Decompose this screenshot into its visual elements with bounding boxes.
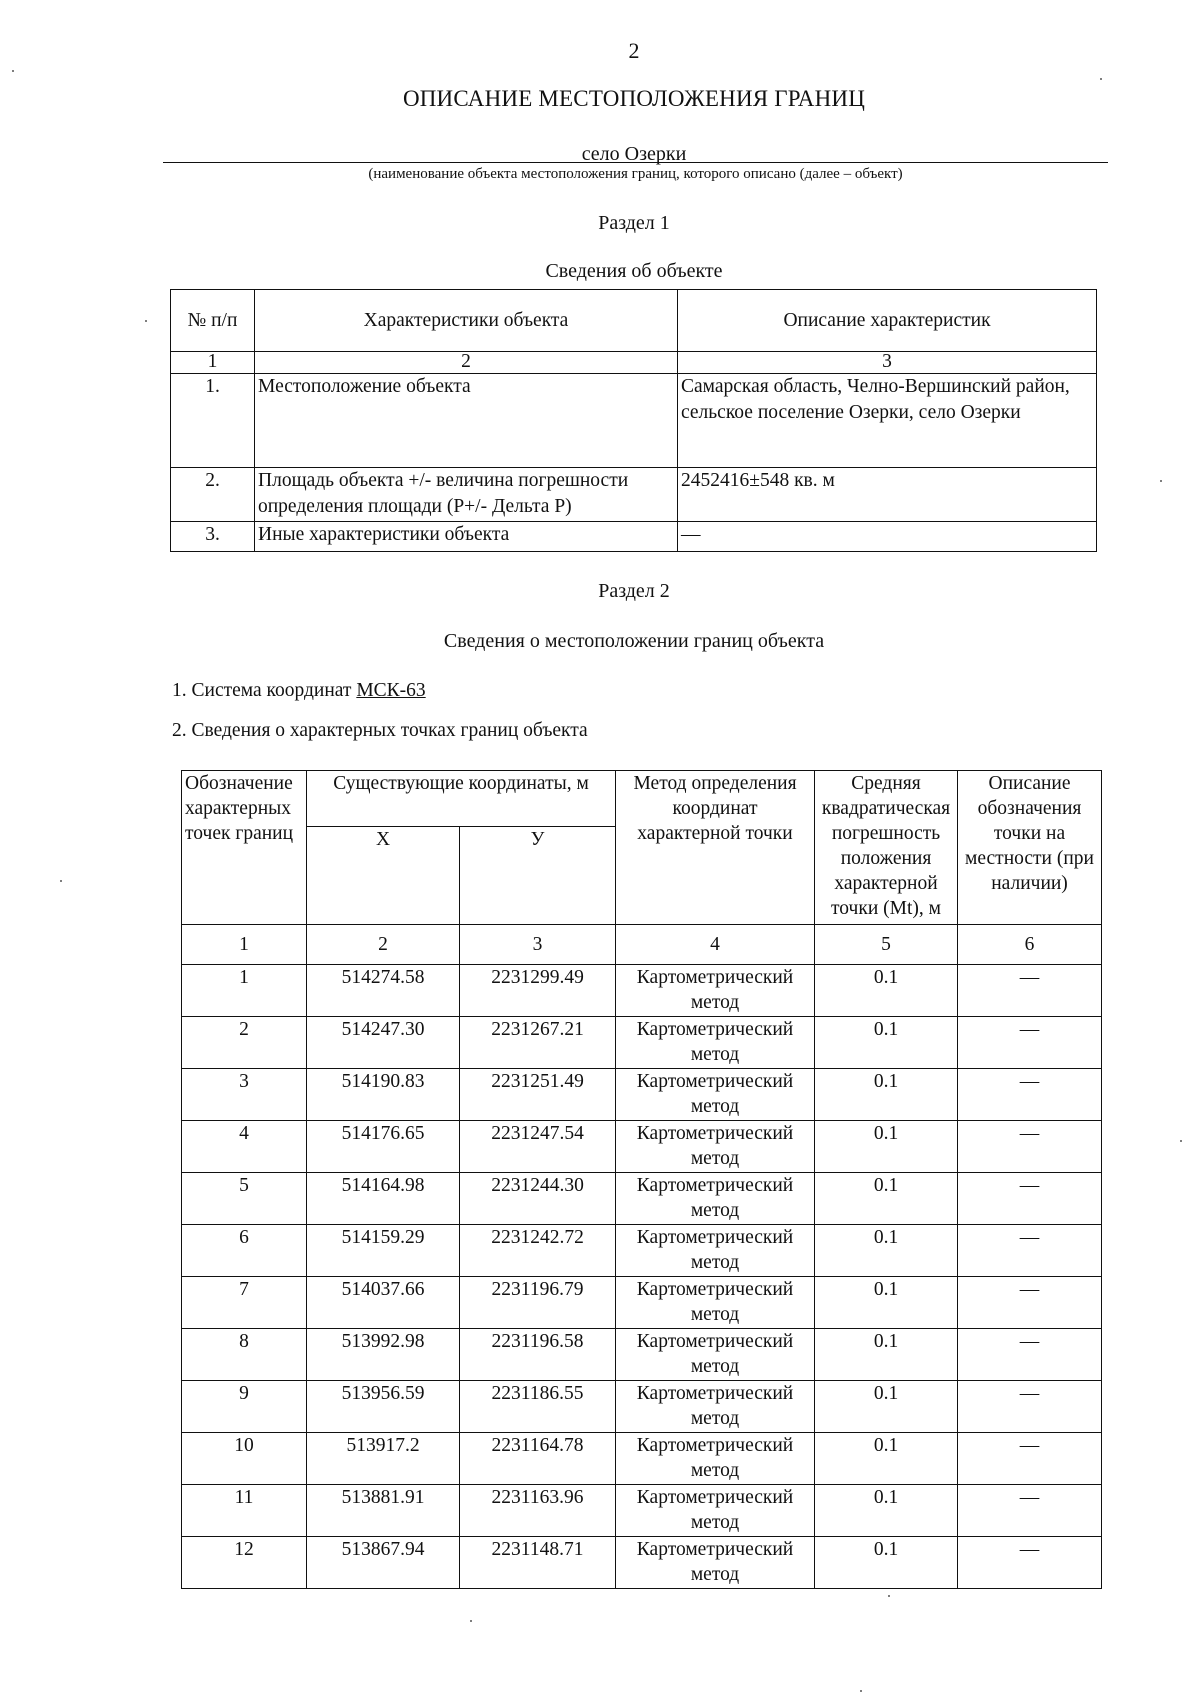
row-method: Картометрический метод (616, 1225, 815, 1277)
row-error: 0.1 (815, 965, 958, 1017)
row-marking: — (958, 1381, 1102, 1433)
row-method: Картометрический метод (616, 1485, 815, 1537)
table-row (182, 1433, 1102, 1485)
column-number-row (171, 352, 1097, 374)
row-y-coordinate: 2231163.96 (460, 1485, 616, 1537)
table-row (182, 1069, 1102, 1121)
row-x-coordinate: 514190.83 (307, 1069, 460, 1121)
row-marking: — (958, 1017, 1102, 1069)
row-point-number: 10 (182, 1433, 307, 1485)
header-point-designation: Обозначение характерных точек границ (182, 771, 307, 925)
row-y-coordinate: 2231148.71 (460, 1537, 616, 1589)
table-row (182, 1121, 1102, 1173)
row-point-number: 7 (182, 1277, 307, 1329)
row-point-number: 6 (182, 1225, 307, 1277)
header-error: Средняя квадратическая погрешность положения характерной точки (Mt), м (815, 771, 958, 925)
row-marking: — (958, 1173, 1102, 1225)
object-name-caption: (наименование объекта местоположения границ, которого описано (далее – объект) (368, 166, 903, 182)
row-x-coordinate: 513881.91 (307, 1485, 460, 1537)
row-y-coordinate: 2231196.58 (460, 1329, 616, 1381)
row-error: 0.1 (815, 1433, 958, 1485)
row-y-coordinate: 2231244.30 (460, 1173, 616, 1225)
table-row (182, 1225, 1102, 1277)
column-number-row (182, 925, 1102, 965)
section2-title: Раздел 2 (598, 580, 670, 602)
row-error: 0.1 (815, 1121, 958, 1173)
row-point-number: 5 (182, 1173, 307, 1225)
row-x-coordinate: 513917.2 (307, 1433, 460, 1485)
col-number: 3 (678, 352, 1097, 374)
row-method: Картометрический метод (616, 1433, 815, 1485)
col-number: 1 (171, 352, 255, 374)
row-error: 0.1 (815, 1017, 958, 1069)
row-characteristic: Местоположение объекта (255, 374, 678, 468)
col-number: 5 (815, 925, 958, 965)
row-num: 3. (171, 522, 255, 552)
col-number: 4 (616, 925, 815, 965)
row-point-number: 1 (182, 965, 307, 1017)
page-number: 2 (628, 38, 640, 63)
table-row (182, 1017, 1102, 1069)
col-number: 2 (307, 925, 460, 965)
row-method: Картометрический метод (616, 1329, 815, 1381)
row-description: 2452416±548 кв. м (678, 468, 1097, 522)
row-marking: — (958, 965, 1102, 1017)
row-method: Картометрический метод (616, 1277, 815, 1329)
table-row (182, 1381, 1102, 1433)
row-method: Картометрический метод (616, 1069, 815, 1121)
table-header-row (182, 771, 1102, 827)
row-marking: — (958, 1485, 1102, 1537)
header-x: X (307, 827, 460, 925)
row-x-coordinate: 514247.30 (307, 1017, 460, 1069)
table-row (182, 1277, 1102, 1329)
row-error: 0.1 (815, 1381, 958, 1433)
section1-title: Раздел 1 (598, 212, 670, 234)
row-y-coordinate: 2231186.55 (460, 1381, 616, 1433)
row-marking: — (958, 1433, 1102, 1485)
row-marking: — (958, 1121, 1102, 1173)
col-number: 1 (182, 925, 307, 965)
row-point-number: 2 (182, 1017, 307, 1069)
row-method: Картометрический метод (616, 965, 815, 1017)
row-marking: — (958, 1277, 1102, 1329)
coordinate-system-line (172, 680, 426, 702)
row-point-number: 9 (182, 1381, 307, 1433)
section1-subtitle: Сведения об объекте (545, 260, 723, 282)
row-error: 0.1 (815, 1537, 958, 1589)
row-marking: — (958, 1069, 1102, 1121)
row-point-number: 11 (182, 1485, 307, 1537)
row-characteristic: Площадь объекта +/- величина погрешности определения площади (Р+/- Дельта Р) (255, 468, 678, 522)
object-info-table (170, 289, 1097, 552)
row-point-number: 12 (182, 1537, 307, 1589)
col-number: 2 (255, 352, 678, 374)
document-title: ОПИСАНИЕ МЕСТОПОЛОЖЕНИЯ ГРАНИЦ (402, 86, 866, 111)
object-name-underline (163, 162, 1108, 163)
row-marking: — (958, 1329, 1102, 1381)
row-error: 0.1 (815, 1329, 958, 1381)
row-y-coordinate: 2231196.79 (460, 1277, 616, 1329)
row-x-coordinate: 514037.66 (307, 1277, 460, 1329)
row-error: 0.1 (815, 1225, 958, 1277)
header-existing-coordinates: Существующие координаты, м (307, 771, 616, 827)
row-x-coordinate: 514274.58 (307, 965, 460, 1017)
table-row (171, 374, 1097, 468)
row-y-coordinate: 2231251.49 (460, 1069, 616, 1121)
row-error: 0.1 (815, 1277, 958, 1329)
row-y-coordinate: 2231267.21 (460, 1017, 616, 1069)
row-point-number: 4 (182, 1121, 307, 1173)
row-num: 1. (171, 374, 255, 468)
table-header-row (171, 290, 1097, 352)
row-point-number: 8 (182, 1329, 307, 1381)
row-method: Картометрический метод (616, 1121, 815, 1173)
table-row (182, 1537, 1102, 1589)
header-num: № п/п (171, 290, 255, 352)
row-x-coordinate: 513867.94 (307, 1537, 460, 1589)
row-marking: — (958, 1537, 1102, 1589)
row-characteristic: Иные характеристики объекта (255, 522, 678, 552)
header-y: У (460, 827, 616, 925)
row-x-coordinate: 514176.65 (307, 1121, 460, 1173)
row-method: Картометрический метод (616, 1173, 815, 1225)
col-number: 6 (958, 925, 1102, 965)
row-x-coordinate: 513992.98 (307, 1329, 460, 1381)
row-x-coordinate: 514164.98 (307, 1173, 460, 1225)
table-row (182, 1329, 1102, 1381)
row-error: 0.1 (815, 1069, 958, 1121)
header-method: Метод определения координат характерной точки (616, 771, 815, 925)
row-error: 0.1 (815, 1173, 958, 1225)
boundary-points-table (181, 770, 1102, 1589)
row-point-number: 3 (182, 1069, 307, 1121)
table-row (182, 965, 1102, 1017)
row-y-coordinate: 2231164.78 (460, 1433, 616, 1485)
coordinate-system-label: 1. Система координат (172, 680, 357, 701)
row-description: Самарская область, Челно-Вершинский район, сельское поселение Озерки, село Озерки (678, 374, 1097, 468)
header-characteristics: Характеристики объекта (255, 290, 678, 352)
row-num: 2. (171, 468, 255, 522)
row-method: Картометрический метод (616, 1381, 815, 1433)
table-row (171, 468, 1097, 522)
row-description: — (678, 522, 1097, 552)
table-row (171, 522, 1097, 552)
row-method: Картометрический метод (616, 1017, 815, 1069)
object-name: село Озерки (581, 143, 687, 165)
header-description: Описание характеристик (678, 290, 1097, 352)
header-marking: Описание обозначения точки на местности (при наличии) (958, 771, 1102, 925)
points-label: 2. Сведения о характерных точках границ объекта (172, 720, 588, 741)
row-x-coordinate: 514159.29 (307, 1225, 460, 1277)
row-y-coordinate: 2231242.72 (460, 1225, 616, 1277)
row-error: 0.1 (815, 1485, 958, 1537)
row-y-coordinate: 2231247.54 (460, 1121, 616, 1173)
row-marking: — (958, 1225, 1102, 1277)
coordinate-system-value: МСК-63 (356, 680, 426, 701)
row-x-coordinate: 513956.59 (307, 1381, 460, 1433)
section2-subtitle: Сведения о местоположении границ объекта (443, 630, 825, 652)
row-y-coordinate: 2231299.49 (460, 965, 616, 1017)
table-row (182, 1173, 1102, 1225)
row-method: Картометрический метод (616, 1537, 815, 1589)
table-row (182, 1485, 1102, 1537)
col-number: 3 (460, 925, 616, 965)
